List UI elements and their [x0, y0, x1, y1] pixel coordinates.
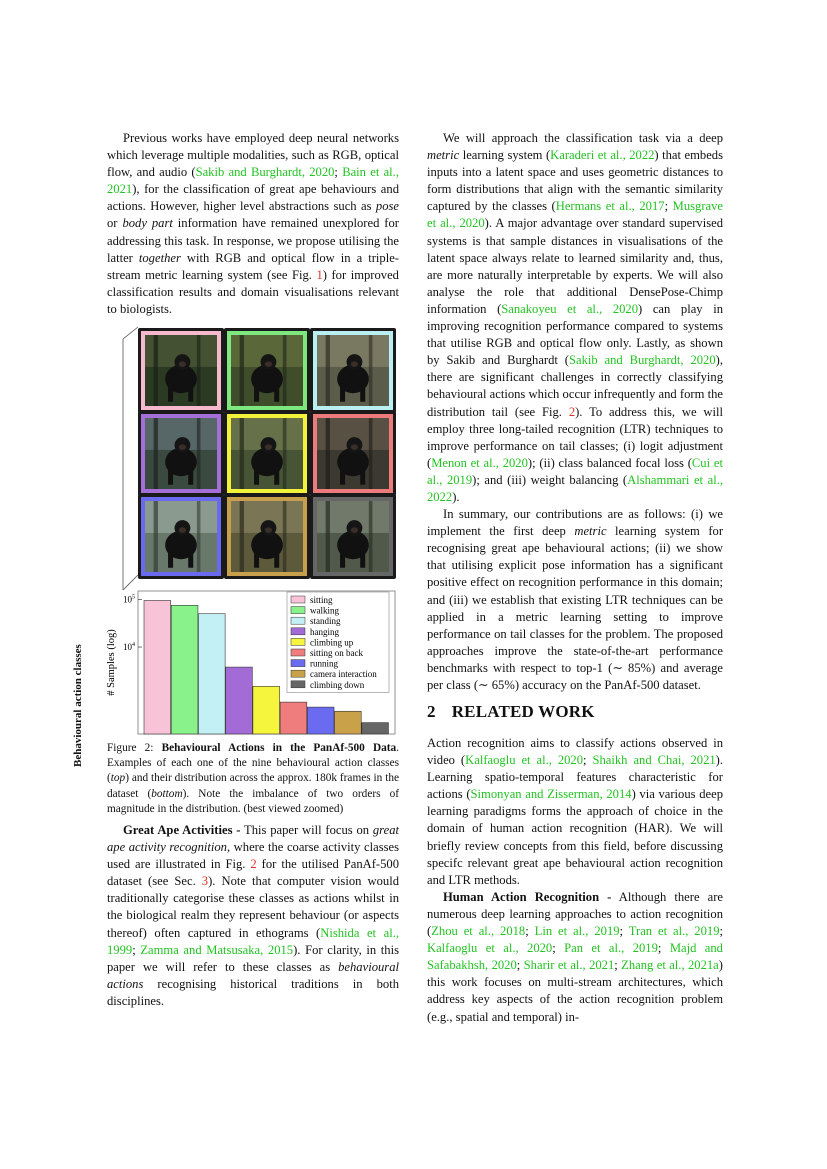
action-example-tile — [138, 494, 224, 579]
text-run: ; — [132, 942, 141, 957]
citation-link[interactable]: Kalfaoglu et al., 2020 — [427, 941, 553, 956]
text-run: information have remained unexplored for addressing this task. In response, we propose utilising the latter — [107, 216, 399, 265]
text-run: ; — [552, 941, 565, 956]
great-ape-activities-section — [107, 822, 399, 1010]
bar-climbing-up — [253, 686, 280, 734]
legend-swatch — [291, 681, 305, 688]
legend-swatch — [291, 649, 305, 656]
citation-link[interactable]: Tran et al., 2019 — [628, 924, 720, 939]
bar-hanging — [226, 667, 253, 734]
citation-link[interactable]: Zhou et al., 2018 — [431, 924, 526, 939]
citation-link[interactable]: Hermans et al., 2017 — [555, 199, 665, 214]
legend-entry: climbing up — [310, 637, 354, 648]
related-work-section — [427, 735, 723, 1026]
citation-link[interactable]: Cui et al., 2019 — [427, 455, 723, 487]
text-run: recognising historical traditions in both disciplines. — [107, 976, 399, 1008]
legend-entry: hanging — [310, 626, 339, 637]
legend-entry: camera interaction — [310, 669, 377, 680]
text-run: ), there are significant challenges in correctly classifying behavioural actions which occur infrequently and form the distribution tail (see Fig. — [427, 353, 723, 419]
action-example-tile — [310, 494, 396, 579]
text-run: ) can play in improving recognition performance compared to systems that utilise RGB and optical flow only. Lastly, as shown by Sakib and Burghardt ( — [427, 301, 723, 368]
text-run: or — [107, 216, 123, 231]
legend-entry: running — [310, 658, 338, 669]
great-ape-activities-heading: Great Ape Activities - — [123, 823, 241, 837]
text-run: Action recognition aims to classify actions observed in video ( — [427, 736, 723, 768]
text-run: ; — [719, 924, 723, 939]
text-run: In summary, our contributions are as follows: (i) we implement the first deep — [427, 507, 723, 539]
text-run: learning system ( — [459, 148, 551, 163]
section-heading: 2 RELATED WORK — [427, 702, 595, 721]
emphasis: bottom — [151, 787, 183, 800]
legend-entry: standing — [310, 616, 341, 627]
emphasis: top — [110, 772, 126, 785]
text-run: Previous works have employed deep neural networks which leverage multiple modalities, such as RGB, optical flow, and audio ( — [107, 131, 399, 180]
citation-link[interactable]: Lin et al., 2019 — [534, 924, 620, 939]
citation-link[interactable]: Zamma and Matsusaka, 2015 — [140, 942, 294, 957]
text-run: ); and (iii) weight balancing ( — [472, 472, 628, 487]
citation-link[interactable]: Nishida et al., 1999 — [107, 925, 399, 957]
citation-link[interactable]: Kalfaoglu et al., 2020 — [465, 753, 584, 768]
legend-swatch — [291, 628, 305, 635]
citation-link[interactable]: Sanakoyeu et al., 2020 — [501, 301, 639, 316]
text-run: ; — [614, 958, 622, 973]
citation-link[interactable]: Sakib and Burghardt, 2020 — [568, 353, 716, 368]
text-run: ) and their distribution across the approx. 180k frames in the dataset ( — [107, 772, 399, 800]
text-run: This paper will focus on — [240, 823, 373, 837]
chimpanzee-photo — [145, 335, 217, 406]
reference-link[interactable]: 1 — [316, 267, 323, 282]
har-heading: Human Action Recognition - — [443, 889, 612, 904]
reference-link[interactable]: 3 — [201, 874, 209, 889]
action-example-tile — [138, 411, 224, 496]
legend-entry: walking — [310, 605, 339, 616]
chimpanzee-photo — [231, 501, 303, 572]
legend-entry: sitting on back — [310, 648, 363, 658]
action-example-tile — [138, 328, 224, 413]
emphasis: body part — [122, 216, 173, 231]
text-run: ) that embeds inputs into a latent space and uses geometric distances to form distributions that align with the semantic similarity captured by the classes ( — [427, 148, 723, 214]
citation-link[interactable]: Majd and Safabakhsh, 2020 — [427, 941, 723, 973]
chimpanzee-photo — [317, 418, 389, 489]
figure-2: Behavioural action classes # Samples (log) $10^5$ $10^4$ sitting walking standing hanging climbing up sitting on back running camera interaction climbing down — [105, 325, 401, 737]
bar-running — [307, 707, 334, 734]
legend-swatch — [291, 596, 305, 603]
text-run: We will approach the classification task via a deep — [443, 131, 723, 145]
text-run: ) this work focuses on multi-stream architectures, which address key aspects of the action recognition problem (e.g., spatial and temporal) in- — [427, 958, 723, 1024]
text-run: with RGB and optical flow in a triple-stream metric learning system (see Fig. — [107, 250, 399, 282]
citation-link[interactable]: Bain et al., 2021 — [107, 165, 399, 197]
chimpanzee-photo — [231, 335, 303, 406]
action-example-tile — [310, 328, 396, 413]
bar-camera-interaction — [335, 711, 362, 734]
contributions-paragraph — [427, 506, 723, 694]
bar-walking — [171, 605, 198, 734]
text-run: ; — [619, 924, 629, 939]
legend-swatch — [291, 670, 305, 677]
text-run: ). — [452, 489, 460, 504]
text-run: ; — [516, 958, 524, 973]
metric-learning-paragraph — [427, 130, 723, 506]
citation-link[interactable]: Simonyan and Zisserman, 2014 — [470, 787, 632, 802]
text-run: ). Note the imbalance of two orders of magnitude in the distribution. (best viewed zoomed) — [107, 787, 399, 815]
samples-bar-chart — [105, 587, 401, 737]
caption-title: Behavioural Actions in the PanAf-500 Data — [161, 742, 397, 754]
text-run: learning system for recognising great ape behavioural actions; (ii) we show that utilising explicit pose information has a significant positive effect on recognition performance in this domain; and (iii) we establish that existing LTR techniques can be applied in a metric learning setting to improve performance on tail classes for the problem. The proposed approaches improve the state-of-the-art performance benchmarks with respect to top-1 (∼ 85%) and average per class (∼ 65%) accuracy on the PanAf-500 dataset. — [427, 524, 724, 692]
right-column — [427, 130, 723, 694]
text-run: ). Learning spatio-temporal features characteristic for actions ( — [427, 753, 724, 802]
chimpanzee-photo — [317, 501, 389, 572]
bar-standing — [198, 614, 225, 734]
citation-link[interactable]: Shaikh and Chai, 2021 — [592, 753, 716, 768]
action-example-tile — [224, 328, 310, 413]
legend-swatch — [291, 660, 305, 667]
emphasis: together — [138, 250, 181, 265]
har-text — [427, 890, 723, 1024]
y-tick-label: $10^5$ — [123, 594, 135, 605]
great-ape-activities-text — [107, 823, 399, 1008]
y-tick-label: $10^4$ — [123, 642, 135, 653]
related-work-paragraph — [427, 735, 723, 889]
text-run: ; — [334, 165, 343, 180]
citation-link[interactable]: Zhang et al., 2021a — [621, 958, 719, 973]
bar-sitting-on-back — [280, 702, 307, 734]
emphasis: great ape activity recognition — [107, 823, 399, 855]
text-run: ). Note that computer vision would traditionally categorise these classes as actions whilst in the biological realm they represent behaviour (or aspects thereof) often captured in ethograms ( — [107, 874, 399, 940]
text-run: ) for improved classification results and domain visualisations relevant to biologists. — [107, 267, 399, 316]
emphasis: pose — [375, 199, 399, 214]
chimpanzee-photo — [317, 335, 389, 406]
legend-swatch — [291, 617, 305, 624]
text-run: ). To address this, we will employ three long-tailed recognition (LTR) techniques to improve performance on tail classes; (i) logit adjustment ( — [427, 404, 723, 470]
emphasis: metric — [427, 148, 460, 163]
bar-climbing-down — [362, 723, 389, 734]
action-example-tile — [224, 411, 310, 496]
text-run: ), for the classification of great ape behaviours and actions. However, higher level abstractions such as — [107, 182, 399, 214]
caption-label: Figure 2: — [107, 742, 154, 754]
bar-sitting — [144, 600, 171, 734]
citation-link[interactable]: Sakib and Burghardt, 2020 — [195, 165, 335, 180]
text-run: ; — [657, 941, 670, 956]
citation-link[interactable]: Musgrave et al., 2020 — [427, 199, 723, 231]
chimpanzee-photo — [145, 501, 217, 572]
text-run: for the utilised PanAf-500 dataset (see Sec. — [107, 857, 399, 889]
citation-link[interactable]: Karaderi et al., 2022 — [550, 148, 655, 163]
text-run: ; — [525, 924, 535, 939]
text-run: ) via various deep learning paradigms forms the approach of choice in the domain of human action recognition (HAR). We will briefly review concepts from this field, before discussing specifc relevant great ape behavioural action recognition and LTR methods. — [427, 787, 723, 887]
intro-paragraph — [107, 130, 399, 318]
action-example-tile — [224, 494, 310, 579]
left-column — [107, 130, 399, 318]
text-run: , where the coarse activity classes used are illustrated in Fig. — [107, 840, 399, 872]
chimpanzee-photo — [231, 418, 303, 489]
emphasis: metric — [574, 524, 607, 539]
citation-link[interactable]: Alshammari et al., 2022 — [427, 472, 723, 504]
figure-caption — [107, 741, 399, 817]
citation-link[interactable]: Sharir et al., 2021 — [523, 958, 615, 973]
action-example-tile — [310, 411, 396, 496]
legend-entry: climbing down — [310, 679, 365, 690]
text-run: ). A major advantage over standard supervised systems is that sample distances in visualisations of the latent space always relate to learned similarity and, thus, are more naturally interpretable by experts. We will also analyse the role that additional DensePose-Chimp information ( — [427, 216, 723, 316]
citation-link[interactable]: Pan et al., 2019 — [564, 941, 658, 956]
citation-link[interactable]: Menon et al., 2020 — [431, 455, 528, 470]
reference-link[interactable]: 2 — [250, 857, 257, 872]
legend-entry: sitting — [310, 595, 333, 605]
legend-swatch — [291, 638, 305, 645]
text-run: ; — [664, 199, 673, 214]
text-run: . Examples of each one of the nine behavioural action classes ( — [107, 742, 399, 785]
text-run: Although there are numerous deep learning approaches to action recognition ( — [427, 889, 723, 939]
chart-ylabel: # Samples (log) — [106, 629, 117, 696]
text-run: ); (ii) class balanced focal loss ( — [527, 455, 692, 470]
reference-link[interactable]: 2 — [568, 404, 576, 419]
emphasis: behavioural actions — [107, 959, 399, 991]
chimpanzee-photo — [145, 418, 217, 489]
text-run: ). For clarity, in this paper we will refer to these classes as — [107, 942, 399, 974]
text-run: ; — [583, 753, 593, 768]
legend-swatch — [291, 607, 305, 614]
